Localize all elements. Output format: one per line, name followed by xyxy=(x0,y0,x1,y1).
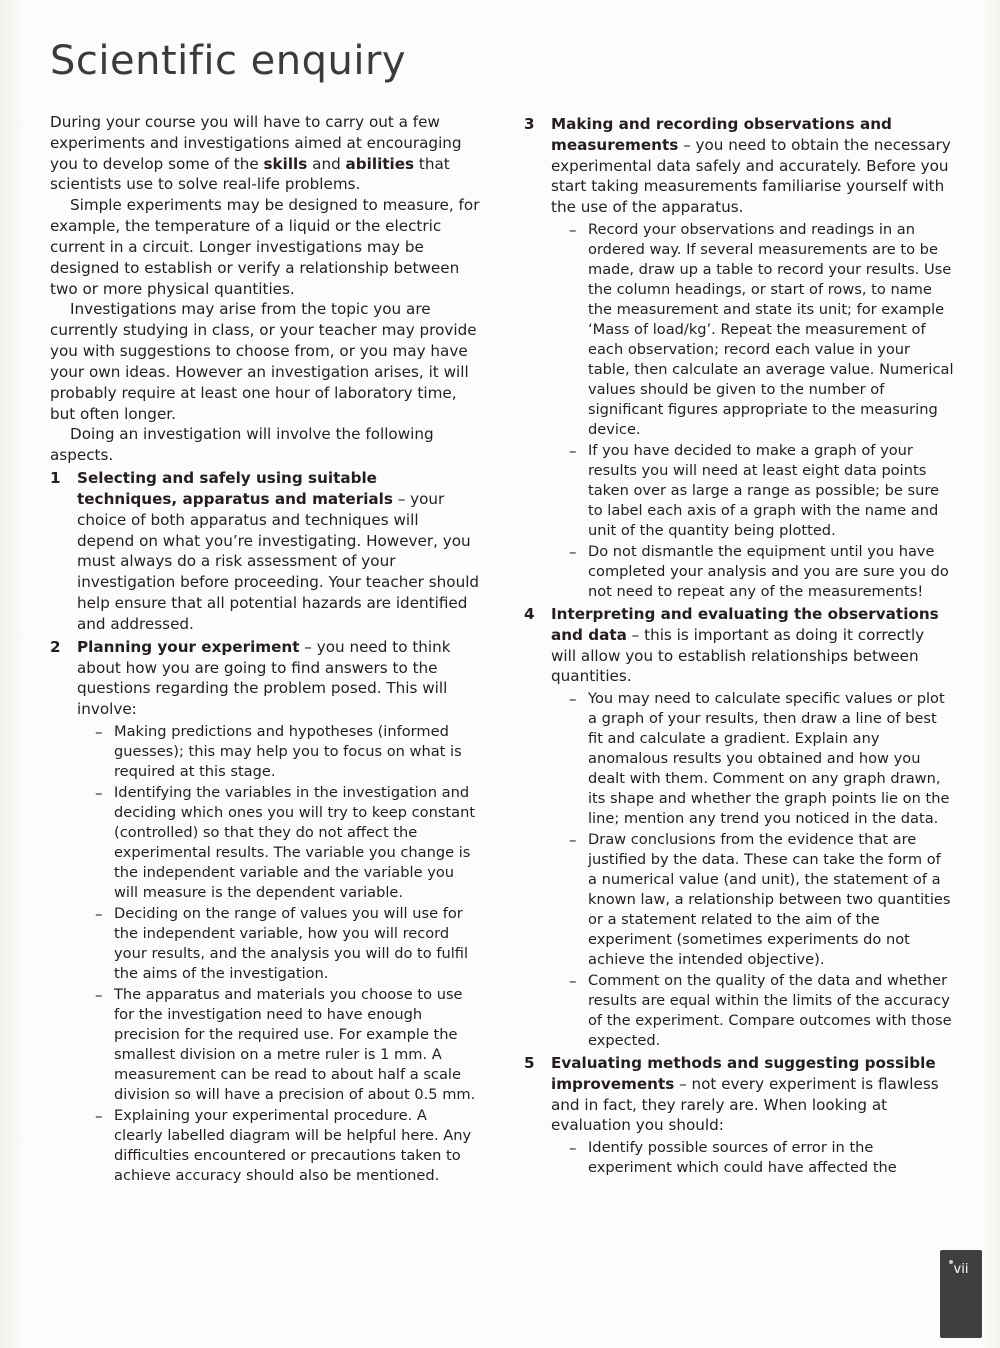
item-number: 5 xyxy=(524,1053,535,1072)
list-item-text: Identify possible sources of error in the experiment which could have affected the xyxy=(588,1139,897,1177)
paragraph-text: During your course you will have to carry out a few experiments and investigations aimed at encouraging you to develop some of the xyxy=(50,113,462,173)
dash-bullet-icon: – xyxy=(569,831,577,850)
dash-bullet-icon: – xyxy=(569,542,577,561)
paragraph-intro-4: Doing an investigation will involve the following aspects. xyxy=(50,425,434,465)
item-text: – this is important as doing it correctly will allow you to establish relationships between quantities. xyxy=(551,625,925,686)
list-item xyxy=(551,220,954,440)
dash-bullet-icon: – xyxy=(569,221,577,240)
list-item-text: Deciding on the range of values you will use for the independent variable, how you will record your results, and the analysis you will do to fulfil the aims of the investigation. xyxy=(114,904,469,982)
paragraph-intro-3: Investigations may arise from the topic you are currently studying in class, or your teacher may provide you with suggestions to choose from, or you may have your own ideas. However an investigation arises, it will probably require at least one hour of laboratory time, but often longer. xyxy=(50,300,477,423)
dash-bullet-icon: – xyxy=(95,723,103,742)
list-item-text: The apparatus and materials you choose to use for the investigation need to have enough precision for the required use. For example the smallest division on a metre ruler is 1 mm. A measurement can be read to about half a scale division so will have a precision of about 0.5 mm. xyxy=(114,985,476,1103)
item-number: 2 xyxy=(50,637,61,656)
numbered-item-3 xyxy=(524,114,954,602)
item-text: – you need to think about how you are going to find answers to the questions regarding the problem posed. This will involve: xyxy=(77,637,451,719)
item-heading: Interpreting and evaluating the observations and data xyxy=(551,604,939,644)
item-body xyxy=(77,468,480,635)
sub-list xyxy=(77,722,480,1186)
list-item-text: Making predictions and hypotheses (informed guesses); this may help you to focus on what is required at this stage. xyxy=(114,723,462,780)
paragraph-intro-2: Simple experiments may be designed to measure, for example, the temperature of a liquid or the electric current in a circuit. Longer investigations may be designed to establish or verify a relationship between two or more physical quantities. xyxy=(50,196,480,298)
item-heading: Planning your experiment xyxy=(77,637,300,656)
list-item-text: If you have decided to make a graph of your results you will need at least eight data points taken over as large a range as possible; be sure to label each axis of a graph with the name and unit of the quantity being plotted. xyxy=(588,441,939,539)
list-item-text: Do not dismantle the equipment until you have completed your analysis and you are sure you do not need to repeat any of the measurements! xyxy=(588,542,949,600)
dash-bullet-icon: – xyxy=(95,904,103,923)
list-item xyxy=(551,971,954,1051)
list-item xyxy=(551,1138,954,1178)
two-column-layout xyxy=(50,112,955,1186)
dash-bullet-icon: – xyxy=(569,690,577,709)
right-column xyxy=(524,112,954,1186)
numbered-item-2 xyxy=(50,637,480,1186)
list-item-text: Identifying the variables in the investigation and deciding which ones you will try to keep constant (controlled) so that they do not affect the experimental results. The variable you change is the independent variable and the variable you will measure is the dependent variable. xyxy=(114,783,476,901)
list-item-text: Record your observations and readings in an ordered way. If several measurements are to be made, draw up a table to record your results. Use the column headings, or start of rows, to name the measurement and state its unit; for example ‘Mass of load/kg’. Repeat the measurement of each observation; record each value in your table, then calculate an average value. Numerical values should be given to the number of significant figures appropriate to the measuring device. xyxy=(588,221,954,438)
item-heading: Making and recording observations and measurements xyxy=(551,115,892,154)
list-item xyxy=(77,722,480,782)
paragraph-intro-1 xyxy=(50,112,480,195)
page-number-tab xyxy=(940,1250,982,1338)
list-item-text: You may need to calculate specific values or plot a graph of your results, then draw a line of best fit and calculate a gradient. Explain any anomalous results you obtained and how you dealt with them. Comment on any graph drawn, its shape and whether the graph points lie on the line; mention any trend you noticed in the data. xyxy=(588,690,950,828)
dash-bullet-icon: – xyxy=(569,971,577,990)
page-title: Scientific enquiry xyxy=(50,38,407,84)
numbered-item-1 xyxy=(50,468,480,635)
dash-bullet-icon: – xyxy=(95,783,103,802)
list-item xyxy=(77,1106,480,1186)
numbered-item-5 xyxy=(524,1053,954,1178)
list-item xyxy=(551,689,954,829)
bold-skills: skills xyxy=(263,154,308,173)
item-number: 4 xyxy=(524,604,535,623)
bold-abilities: abilities xyxy=(345,154,415,173)
item-text: – your choice of both apparatus and techniques will depend on what you’re investigating. However, you must always do a risk assessment of your investigation before proceeding. Your teacher should help ensure that all potential hazards are identified and addressed. xyxy=(77,489,480,633)
item-text: – not every experiment is flawless and in fact, they rarely are. When looking at evaluation you should: xyxy=(551,1074,939,1135)
paragraph-text-tail: that scientists use to solve real-life problems. xyxy=(50,154,450,194)
item-text: – you need to obtain the necessary experimental data safely and accurately. Before you start taking measurements familiarise yourself with the use of the apparatus. xyxy=(551,135,951,217)
item-number: 1 xyxy=(50,469,61,488)
list-item xyxy=(77,904,480,984)
dash-bullet-icon: – xyxy=(95,985,103,1004)
list-item-text: Comment on the quality of the data and whether results are equal within the limits of the accuracy of the experiment. Compare outcomes with those expected. xyxy=(588,971,952,1049)
item-number: 3 xyxy=(524,115,535,133)
item-heading: Selecting and safely using suitable techniques, apparatus and materials xyxy=(77,469,393,508)
item-body xyxy=(77,637,480,1186)
list-item xyxy=(551,441,954,541)
numbered-item-4 xyxy=(524,604,954,1051)
item-body xyxy=(551,1053,954,1178)
list-item xyxy=(551,542,954,602)
sub-list xyxy=(551,1138,954,1178)
list-item-text: Draw conclusions from the evidence that are justified by the data. These can take the form of a numerical value (and unit), the statement of a known law, a relationship between two quantities or a statement related to the aim of the experiment (sometimes experiments do not achieve the intended objective). xyxy=(588,831,951,968)
list-item xyxy=(551,830,954,970)
list-item-text: Explaining your experimental procedure. A clearly labelled diagram will be helpful here. Any difficulties encountered or precautions taken to achieve accuracy should also be mentioned. xyxy=(114,1106,472,1184)
dash-bullet-icon: – xyxy=(569,441,577,460)
list-item xyxy=(77,783,480,903)
paragraph-text-mid: and xyxy=(307,154,346,173)
list-item xyxy=(77,985,480,1105)
dash-bullet-icon: – xyxy=(95,1106,103,1125)
left-column xyxy=(50,112,480,1186)
dash-bullet-icon: – xyxy=(569,1139,577,1158)
sub-list xyxy=(551,220,954,602)
item-heading: Evaluating methods and suggesting possible improvements xyxy=(551,1053,936,1093)
sub-list xyxy=(551,689,954,1051)
item-body xyxy=(551,604,954,1051)
item-body xyxy=(551,114,954,602)
page-number: vii xyxy=(953,1262,969,1277)
